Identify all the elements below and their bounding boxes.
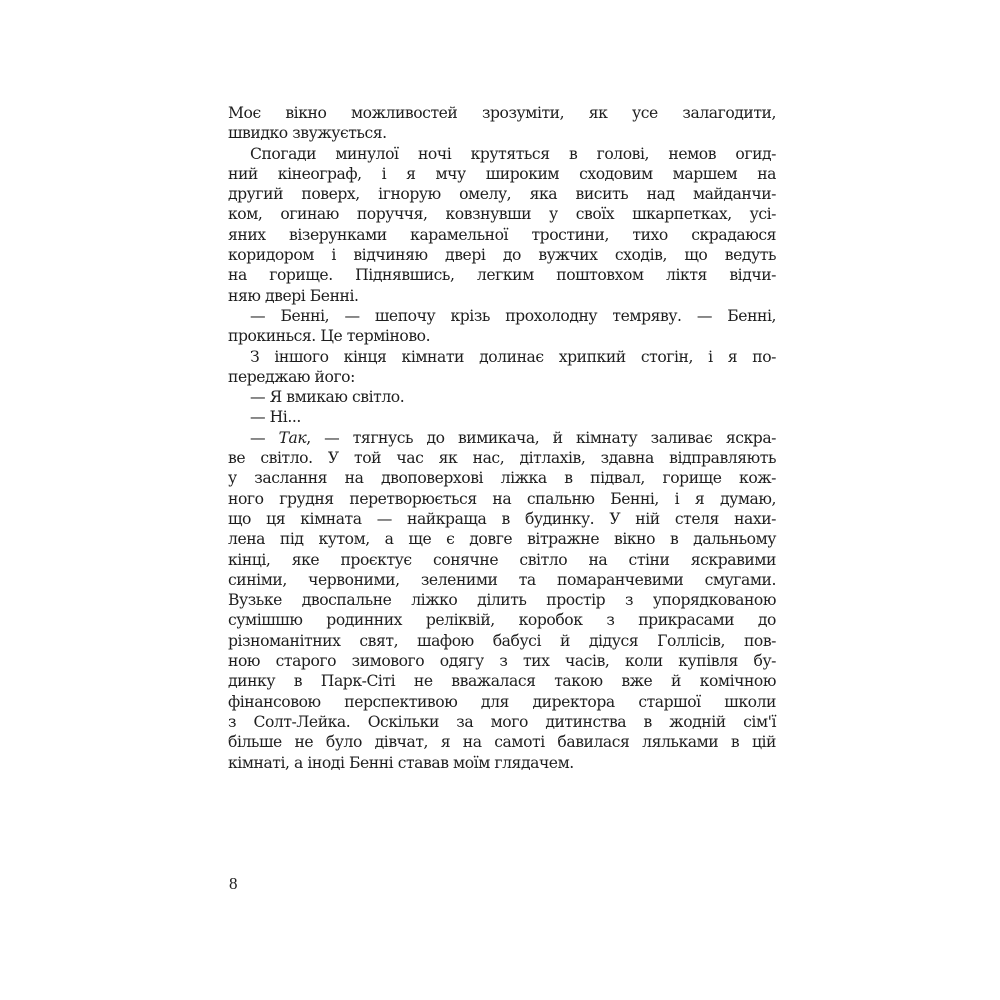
- text-line: — Я вмикаю світло.: [250, 388, 405, 407]
- text-line: кінці, яке проєктує сонячне світло на стіни яскравими: [228, 550, 776, 569]
- text-line: переджаю його:: [228, 367, 355, 386]
- text-line: другий поверх, ігнорую омелу, яка висить над майданчи-: [228, 185, 776, 204]
- text-line: ве світло. У той час як нас, дітлахів, здавна відправляють: [228, 449, 776, 468]
- text-line: більше не було дівчат, я на самоті бавилася ляльками в цій: [228, 733, 776, 752]
- text-line: лена під кутом, а ще є довге вітражне вікно в дальньому: [228, 530, 776, 549]
- text-line: Спогади минулої ночі крутяться в голові, немов огид-: [250, 144, 776, 163]
- text-line: ного грудня перетворюється на спальню Бенні, і я думаю,: [228, 489, 776, 508]
- text-line: яних візерунками карамельної тростини, тихо скрадаюся: [228, 225, 776, 244]
- text-line: у заслання на двоповерхові ліжка в підвал, горище кож-: [228, 469, 776, 488]
- text-line: — Ні...: [250, 408, 301, 427]
- line-prefix: —: [250, 428, 279, 447]
- text-line: ком, огинаю поруччя, ковзнувши у своїх шкарпетках, усі-: [228, 205, 776, 224]
- text-line: кімнаті, а іноді Бенні ставав моїм глядачем.: [228, 753, 574, 772]
- text-line: [228, 428, 776, 448]
- text-line: прокинься. Це терміново.: [228, 327, 431, 346]
- text-line: що ця кімната — найкраща в будинку. У ній стеля нахи-: [228, 509, 776, 528]
- text-line: няю двері Бенні.: [228, 286, 359, 305]
- text-line: різноманітних свят, шафою бабусі й дідуся Голлісів, пов-: [228, 631, 776, 650]
- text-line: фінансовою перспективою для директора старшої школи: [228, 692, 776, 711]
- line-text: , — тягнусь до вимикача, й кімнату заливає яскра-: [306, 428, 776, 447]
- text-line: синіми, червоними, зеленими та помаранчевими смугами.: [228, 570, 776, 589]
- text-line: З іншого кінця кімнати долинає хрипкий стогін, і я по-: [250, 347, 776, 366]
- italic-word: Так: [278, 428, 307, 447]
- page-number: 8: [229, 874, 238, 893]
- text-line: динку в Парк-Сіті не вважалася такою вже й комічною: [228, 672, 776, 691]
- text-line: ною старого зимового одягу з тих часів, коли купівля бу-: [228, 652, 776, 671]
- text-line: з Солт-Лейка. Оскільки за мого дитинства в жодній сім'ї: [228, 712, 776, 731]
- text-line: Моє вікно можливостей зрозуміти, як усе залагодити,: [228, 104, 776, 122]
- text-line: на горище. Піднявшись, легким поштовхом ліктя відчи-: [228, 266, 776, 285]
- text-line: Вузьке двоспальне ліжко ділить простір з упорядкованою: [228, 591, 776, 610]
- text-line: ний кінеограф, і я мчу широким сходовим маршем на: [228, 164, 776, 183]
- text-line: коридором і відчиняю двері до вужчих сходів, що ведуть: [228, 246, 776, 265]
- text-line: сумішшю родинних реліквій, коробок з прикрасами до: [228, 611, 776, 630]
- text-line: — Бенні, — шепочу крізь прохолодну темряву. — Бенні,: [250, 306, 776, 325]
- text-line: швидко звужується.: [228, 124, 387, 143]
- page-body-text: [228, 103, 776, 773]
